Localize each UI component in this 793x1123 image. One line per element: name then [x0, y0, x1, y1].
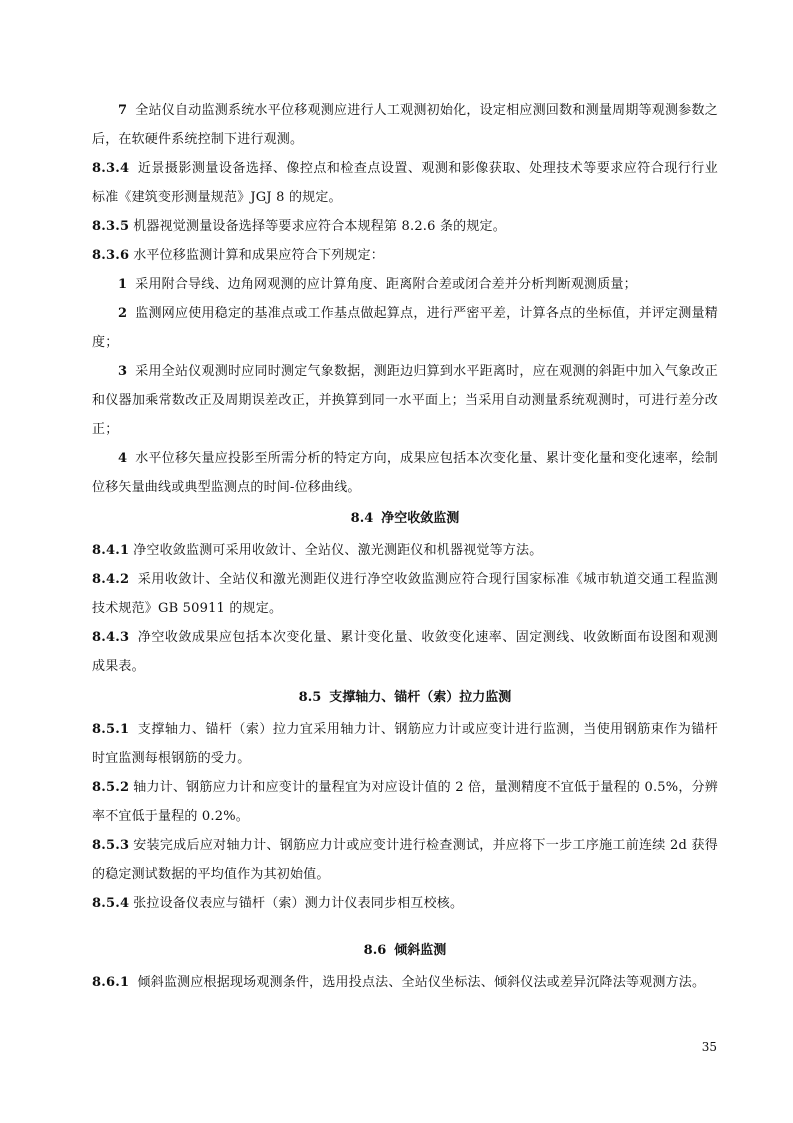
- clause-8-4-1: 8.4.1 净空收敛监测可采用收敛计、全站仪、激光测距仪和机器视觉等方法。: [92, 543, 543, 558]
- clause-8-4-3: 8.4.3 净空收敛成果应包括本次变化量、累计变化量、收敛变化速率、固定测线、收敛断面布设图和观测成果表。: [92, 630, 718, 674]
- clause-8-3-4: 8.3.4 近景摄影测量设备选择、像控点和检查点设置、观测和影像获取、处理技术等要求应符合现行行业标准《建筑变形测量规范》JGJ 8 的规定。: [92, 161, 718, 205]
- clause-8-5-4: 8.5.4 张拉设备仪表应与锚杆（索）测力计仪表同步相互校核。: [92, 896, 464, 911]
- clause-8-3-5: 8.3.5 机器视觉测量设备选择等要求应符合本规程第 8.2.6 条的规定。: [92, 219, 506, 234]
- item-3: 3 采用全站仪观测时应同时测定气象数据，测距边归算到水平距离时，应在观测的斜距中加入气象改正和仪器加乘常数改正及周期误差改正，并换算到同一水平面上；当采用自动测量系统观测时，可进行差分改正；: [92, 364, 718, 437]
- item-2: 2 监测网应使用稳定的基准点或工作基点做起算点，进行严密平差，计算各点的坐标值，并评定测量精度；: [92, 306, 718, 350]
- clause-8-5-1: 8.5.1 支撑轴力、锚杆（索）拉力宜采用轴力计、钢筋应力计或应变计进行监测，当使用钢筋束作为锚杆时宜监测每根钢筋的受力。: [92, 722, 718, 766]
- clause-8-5-3: 8.5.3 安装完成后应对轴力计、钢筋应力计或应变计进行检查测试，并应将下一步工序施工前连续 2d 获得的稳定测试数据的平均值作为其初始值。: [92, 838, 718, 882]
- item-7: 7 全站仪自动监测系统水平位移观测应进行人工观测初始化，设定相应测回数和测量周期等观测参数之后，在软硬件系统控制下进行观测。: [92, 103, 718, 147]
- clause-8-6-1: 8.6.1 倾斜监测应根据现场观测条件，选用投点法、全站仪坐标法、倾斜仪法或差异沉降法等观测方法。: [92, 975, 706, 990]
- clause-8-4-2: 8.4.2 采用收敛计、全站仪和激光测距仪进行净空收敛监测应符合现行国家标准《城市轨道交通工程监测技术规范》GB 50911 的规定。: [92, 572, 718, 616]
- spacer: [92, 918, 718, 934]
- page-body: [92, 96, 718, 997]
- section-heading-8-5: 8.5 支撑轴力、锚杆（索）拉力监测: [298, 690, 512, 705]
- item-1: 1 采用附合导线、边角网观测的应计算角度、距离附合差或闭合差并分析判断观测质量；: [118, 277, 637, 292]
- clause-8-5-2: 8.5.2 轴力计、钢筋应力计和应变计的量程宜为对应设计值的 2 倍，量测精度不宜低于量程的 0.5%，分辨率不宜低于量程的 0.2%。: [92, 780, 718, 824]
- section-heading-8-6: 8.6 倾斜监测: [363, 943, 447, 958]
- clause-8-3-6: 8.3.6 水平位移监测计算和成果应符合下列规定：: [92, 248, 385, 263]
- item-4: 4 水平位移矢量应投影至所需分析的特定方向，成果应包括本次变化量、累计变化量和变化速率，绘制位移矢量曲线或典型监测点的时间-位移曲线。: [92, 451, 718, 495]
- section-heading-8-4: 8.4 净空收敛监测: [350, 511, 460, 526]
- page-number: 35: [701, 1040, 717, 1054]
